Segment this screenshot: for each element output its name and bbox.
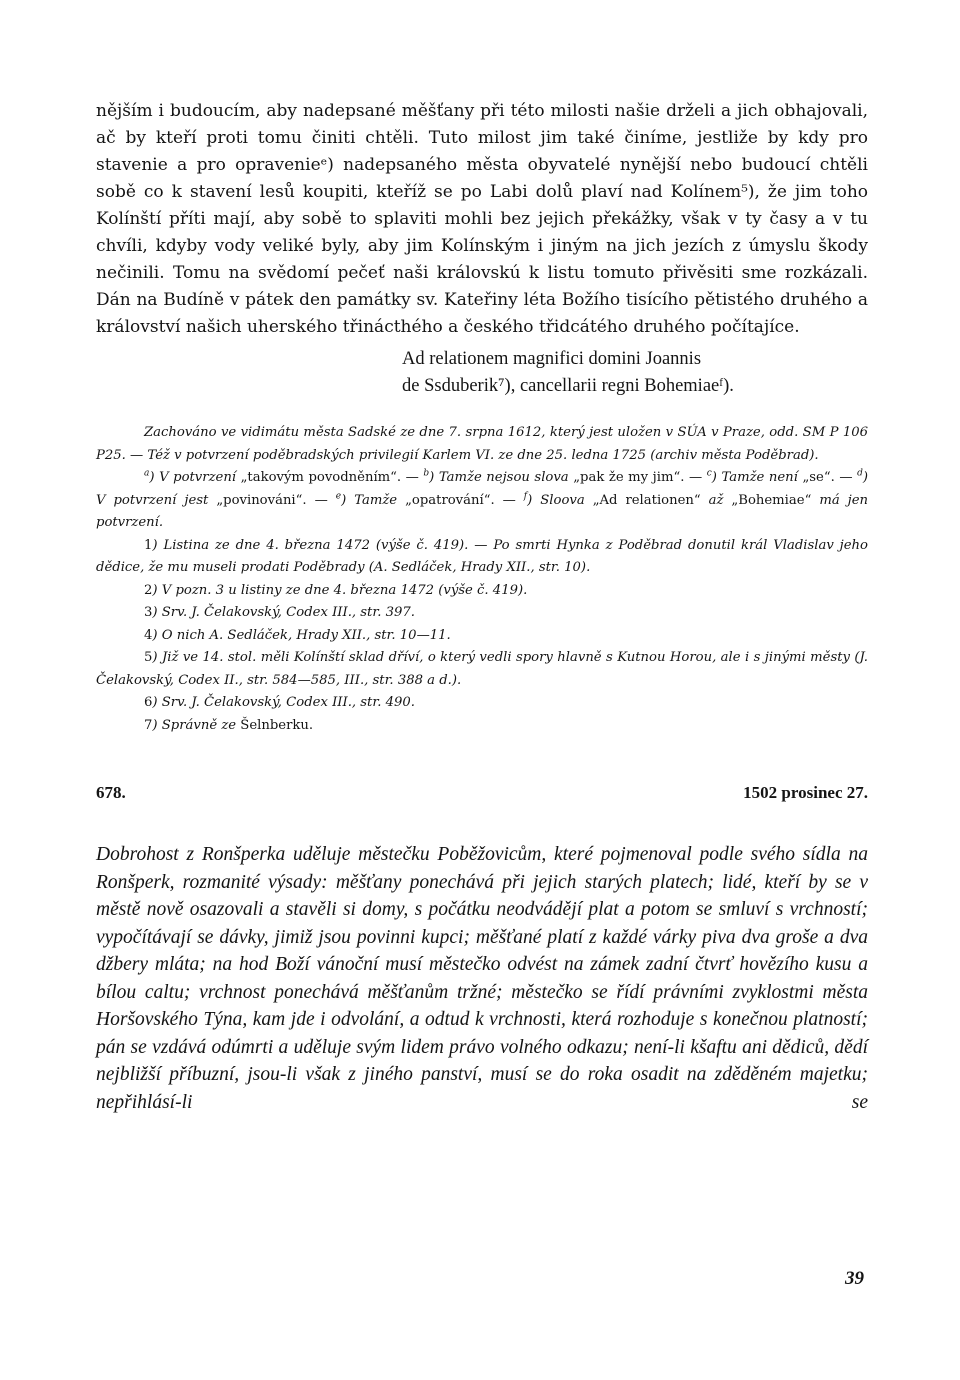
variant-note-b: $^b$) Tamže nejsou slova „pak že my jim“. <box>423 468 685 485</box>
chancery-signature <box>402 346 868 400</box>
document-heading <box>96 783 868 803</box>
critical-apparatus <box>96 422 868 737</box>
regest-summary: Dobrohost z Ronšperka uděluje městečku Poběžovicům, které pojmenoval podle svého sídla na Ronšperk, rozmanité výsady: měšťany ponechává při jejich starých platech; lidé, kteří by se v městě nově osazovali a stavěli si domy, s počátku neodvádějí plat a potom se smluví s vrchností; vypočítávají se dávky, jimiž jsou povinni kupci; měšťané platí z každé várky piva dva groše a dva džbery mláta; na hod Boží vánoční musí městečko odvést na zámek zadní čtvrť hovězího kusu a bílou caltu; vrchnost ponechává měšťanům tržné; městečko se řídí právními zvyklostmi města Horšovského Týna, kam jde i odvolání, a odtud k vrchnosti, která rozhoduje s konečnou platností; pán se vzdává odúmrti a uděluje svým lidem právo volného odkazu; není-li kšaftu ani dědiců, dědí nejbližší příbuzní, jsou-li však z jiného panství, musí se do roka osadit na zděděném majetku; nepřihlásí-li se <box>96 844 868 1113</box>
footnote-4: 4) O nich A. Sedláček, Hrady XII., str. 10—11. <box>144 627 451 643</box>
signature-line-2: de Ssduberik⁷), cancellarii regni Bohemiaeᶠ). <box>402 376 734 396</box>
variant-note-f: $^f$) Sloova „Ad relationen“ až „Bohemiae“ má jen potvrzení. <box>96 491 869 530</box>
footnote-7: 7) Správně ze Šelnberku. <box>144 717 314 733</box>
variant-note-c: $^c$) Tamže není „se“. <box>706 468 835 485</box>
document-number: 678. <box>96 783 126 802</box>
document-page <box>96 98 868 1116</box>
footnote-3: 3) Srv. J. Čelakovský, Codex III., str. 397. <box>144 605 415 620</box>
variant-note-e: $^e$) Tamže „opatrování“. <box>335 491 495 508</box>
footnote-1: 1) Listina ze dne 4. března 1472 (výše č. 419). — Po smrti Hynka z Poděbrad donutil král Vladislav jeho dědice, že mu museli prodati Poděbrady (A. Sedláček, Hrady XII., str. 10). <box>96 537 868 575</box>
main-charter-text: nějším i budoucím, aby nadepsané měšťany při této milosti našie drželi a jich obhajovali, ač by kteří proti tomu činiti chtěli. Tuto milost jim také činíme, jestliže by kdy pro stavenie a pro opravenieᵉ) nadepsaného města obyvatelé nynější nebo budoucí chtěli sobě co k stavení lesů koupiti, kteříž se po Labi dolů plaví nad Kolínem⁵), že jim toho Kolínští příti mají, aby sobě to splaviti mohli bez jejich překážky, však v ty časy a v tu chvíli, kdyby vody veliké byly, aby jim Kolínským i jiným na jich jezích z úmyslu škody nečinili. Tomu na svědomí pečeť naši královskú k listu tomuto přivěsiti sme rozkázali. Dán na Budíně v pátek den památky sv. Kateřiny léta Božího tisícího pětistého druhého a království našich uherského třinácthého a českého třidcátého druhého počítajíce. <box>96 101 868 337</box>
footnote-5: 5) Již ve 14. stol. měli Kolínští sklad dříví, o který vedli spory hlavně s Kutnou Horou, ale i s jinými městy (J. Čelakovský, Codex II., str. 584—585, III., str. 388 a d.). <box>96 650 868 688</box>
footnote-2: 2) V pozn. 3 u listiny ze dne 4. března 1472 (výše č. 419). <box>144 582 528 598</box>
page-number: 39 <box>845 1268 864 1289</box>
signature-line-1: Ad relationem magnifici domini Joannis <box>402 349 702 369</box>
variant-note-d: $^d$) V potvrzení jest „povinováni“. <box>96 468 868 508</box>
variant-notes: $^a$) V potvrzení „takovým povodněním“. — $^b$) Tamže nejsou slova „pak že my jim“. — $^c$) Tamže není „se“. — $^d$) V potvrzení jest „povinováni“. — $^e$) Tamže „opatrování“. — $^f$) Sloova „Ad relationen“ až „Bohemiae“ má jen potvrzení. <box>96 468 869 530</box>
variant-note-a: $^a$) V potvrzení „takovým povodněním“. <box>144 468 402 485</box>
footnote-6: 6) Srv. J. Čelakovský, Codex III., str. 490. <box>144 695 415 710</box>
document-date: 1502 prosinec 27. <box>743 783 868 802</box>
source-note: Zachováno ve vidimátu města Sadské ze dne 7. srpna 1612, který jest uložen v SÚA v Praze, odd. SM P 106 P25. — Též v potvrzení poděbradských privilegií Karlem VI. ze dne 25. ledna 1725 (archiv města Poděbrad). <box>96 425 868 463</box>
